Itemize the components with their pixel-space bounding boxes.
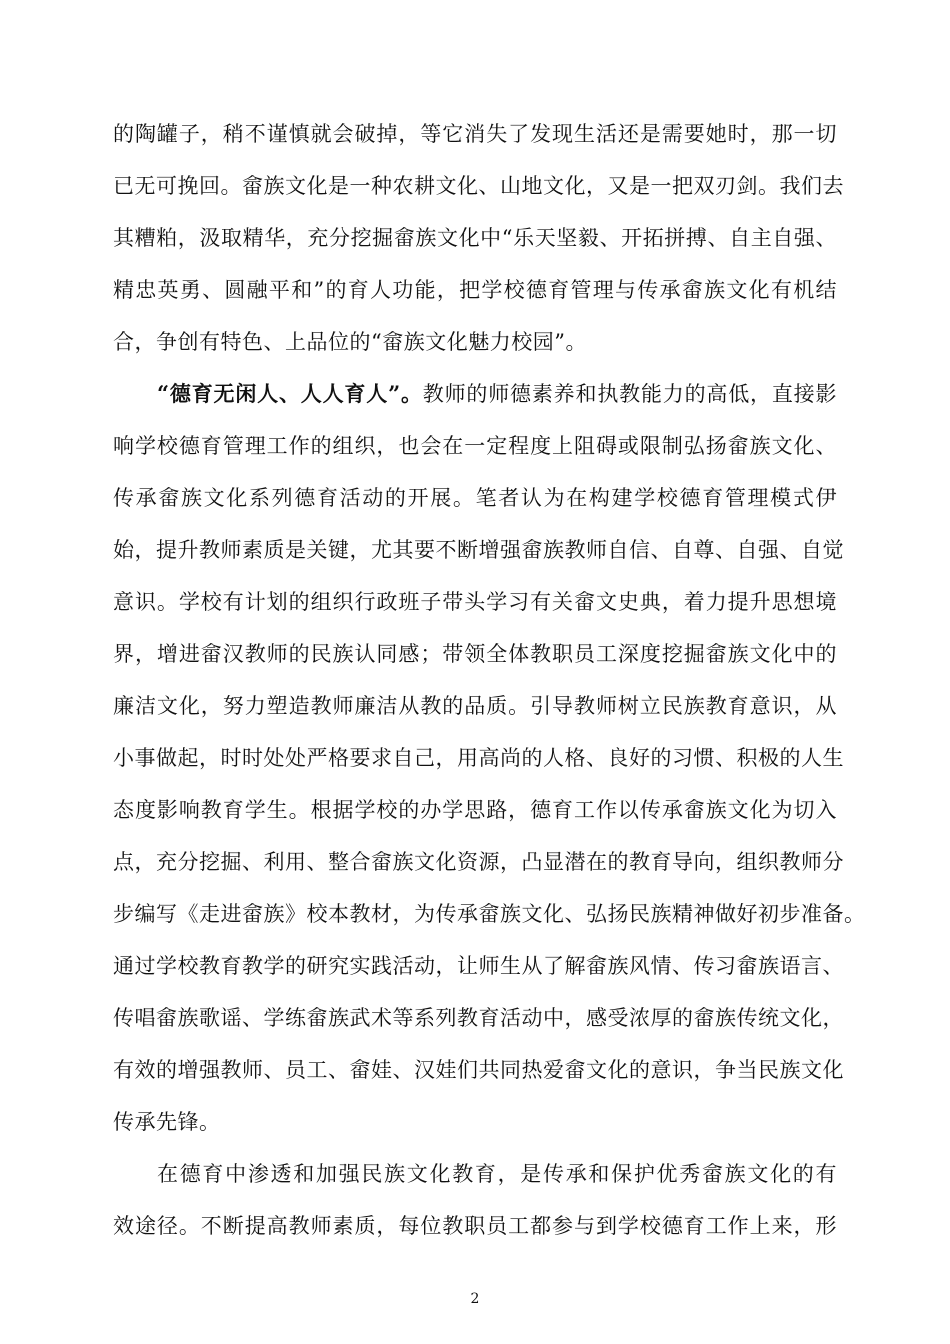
paragraph-line: 传承先锋。 — [113, 1110, 221, 1134]
paragraph-line: 点，充分挖掘、利用、整合畲族文化资源，凸显潜在的教育导向，组织教师分 — [113, 850, 844, 874]
paragraph-line: 效途径。不断提高教师素质，每位教职员工都参与到学校德育工作上来，形 — [113, 1214, 837, 1238]
paragraph-line: 在德育中渗透和加强民族文化教育，是传承和保护优秀畲族文化的有 — [157, 1162, 837, 1186]
paragraph-line: 传承畲族文化系列德育活动的开展。笔者认为在构建学校德育管理模式伊 — [113, 486, 837, 510]
paragraph-line: 有效的增强教师、员工、畲娃、汉娃们共同热爱畲文化的意识，争当民族文化 — [113, 1058, 844, 1082]
paragraph-line: 传唱畲族歌谣、学练畲族武术等系列教育活动中，感受浓厚的畲族传统文化， — [113, 1006, 844, 1030]
heading-line-rest: 教师的师德素养和执教能力的高低，直接影 — [422, 382, 837, 406]
paragraph-line: 其糟粕，汲取精华，充分挖掘畲族文化中“乐天坚毅、开拓拼搏、自主自强、 — [113, 226, 837, 250]
paragraph-line: 合，争创有特色、上品位的“畲族文化魅力校园”。 — [113, 330, 587, 354]
page-number: 2 — [470, 1291, 480, 1307]
paragraph-line: 界，增进畲汉教师的民族认同感；带领全体教职员工深度挖掘畲族文化中的 — [113, 642, 837, 666]
paragraph-line: 已无可挽回。畲族文化是一种农耕文化、山地文化，又是一把双刃剑。我们去 — [113, 174, 844, 198]
paragraph-line: 步编写《走进畲族》校本教材，为传承畲族文化、弘扬民族精神做好初步准备。 — [113, 902, 866, 926]
paragraph-first-line — [113, 380, 837, 408]
paragraph-line: 态度影响教育学生。根据学校的办学思路，德育工作以传承畲族文化为切入 — [113, 798, 837, 822]
paragraph-line: 通过学校教育教学的研究实践活动，让师生从了解畲族风情、传习畲族语言、 — [113, 954, 844, 978]
paragraph-line: 精忠英勇、圆融平和”的育人功能，把学校德育管理与传承畲族文化有机结 — [113, 278, 837, 302]
section-heading: “德育无闲人、人人育人”。 — [157, 381, 423, 406]
paragraph-line: 意识。学校有计划的组织行政班子带头学习有关畲文史典，着力提升思想境 — [113, 590, 837, 614]
paragraph-line: 廉洁文化，努力塑造教师廉洁从教的品质。引导教师树立民族教育意识，从 — [113, 694, 837, 718]
paragraph-line: 的陶罐子，稍不谨慎就会破掉，等它消失了发现生活还是需要她时，那一切 — [113, 122, 837, 146]
paragraph-line: 始，提升教师素质是关键，尤其要不断增强畲族教师自信、自尊、自强、自觉 — [113, 538, 844, 562]
paragraph-line: 小事做起，时时处处严格要求自己，用高尚的人格、良好的习惯、积极的人生 — [113, 746, 844, 770]
paragraph-line: 响学校德育管理工作的组织，也会在一定程度上阻碍或限制弘扬畲族文化、 — [113, 434, 837, 458]
